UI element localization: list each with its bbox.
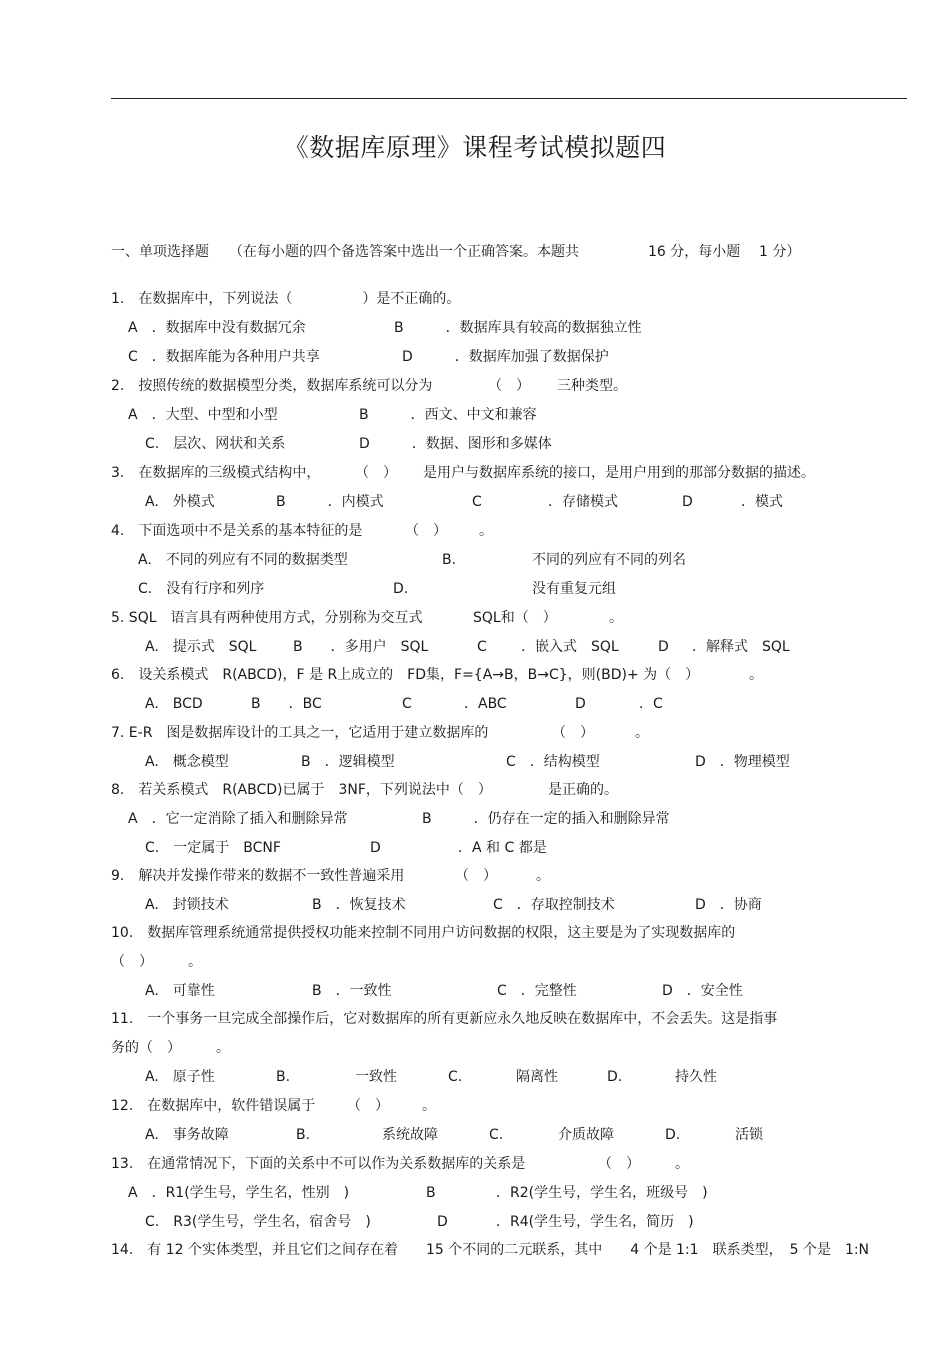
page-title: 《数据库原理》课程考试模拟题四 [283, 133, 667, 162]
option-c: C. 一定属于 BCNF [145, 840, 281, 856]
option-b: B ．内模式 [276, 494, 384, 510]
question-stem: 3. 在数据库的三级模式结构中， [111, 465, 321, 481]
option-d-letter: D [658, 639, 669, 655]
option-b-letter: B [426, 1185, 436, 1201]
option-a: A. 封锁技术 [145, 897, 229, 913]
answer-blank: （ ） [405, 523, 447, 539]
option-b: B ．多用户 SQL [293, 639, 429, 655]
option-a: A ．数据库中没有数据冗余 [128, 320, 306, 336]
option-c: C ．完整性 [497, 983, 577, 999]
option-d-letter: D [682, 494, 693, 510]
option-c-letter: C. [448, 1069, 463, 1085]
option-b: B ．BC [251, 696, 322, 712]
option-b: B ．仍存在一定的插入和删除异常 [422, 811, 670, 827]
answer-blank: （ ） [455, 868, 497, 884]
option-c-letter: C [472, 494, 482, 510]
option-a: A. 外模式 [145, 494, 215, 510]
option-a: A. 可靠性 [145, 983, 215, 999]
section-score: 16 分，每小题 [648, 244, 741, 260]
section-note: （在每小题的四个备选答案中选出一个正确答案。本题共 [229, 244, 579, 260]
question-stem: 1. 在数据库中，下列说法（ ）是不正确的。 [111, 291, 461, 307]
option-a: A ．它一定消除了插入和删除异常 [128, 811, 348, 827]
section-title: 一、单项选择题 [111, 244, 209, 260]
answer-blank: （ ） [488, 378, 530, 394]
question-stem-tail: 务的（ ） 。 [111, 1040, 230, 1056]
option-c: 介质故障 [558, 1127, 614, 1143]
question-stem-tail: 三种类型。 [557, 378, 627, 394]
question-stem-tail: 。 [609, 610, 623, 626]
option-a: A. 概念模型 [145, 754, 229, 770]
option-c: ．嵌入式 SQL [521, 639, 619, 655]
answer-blank: （ ） [355, 465, 397, 481]
option-c: C ．存取控制技术 [493, 897, 615, 913]
question-10 [111, 924, 735, 942]
option-d-letter: D. [607, 1069, 623, 1085]
question-stem-tail: 。 [422, 1098, 436, 1114]
question-stem: 14. 有 12 个实体类型，并且它们之间存在着 15 个不同的二元联系，其中 4 个是 1:1 联系类型， 5 个是 1:N [111, 1242, 870, 1258]
option-a: A. 不同的列应有不同的数据类型 [138, 552, 348, 568]
option-b-letter: B. [296, 1127, 311, 1143]
option-d: D ．协商 [695, 897, 762, 913]
option-c: 隔离性 [516, 1069, 558, 1085]
question-stem: 11. 一个事务一旦完成全部操作后，它对数据库的所有更新应永久地反映在数据库中，不会丢失。这是指事 [111, 1011, 778, 1027]
question-stem: 7. E-R 图是数据库设计的工具之一，它适用于建立数据库的 [111, 725, 489, 741]
option-a: A ．大型、中型和小型 [128, 407, 278, 423]
option-c: C ．数据库能为各种用户共享 [128, 349, 320, 365]
option-c: ．ABC [464, 696, 507, 712]
question-11 [111, 1010, 777, 1028]
option-d: 持久性 [675, 1069, 717, 1085]
option-b: B ．恢复技术 [312, 897, 406, 913]
option-d: 活锁 [735, 1127, 763, 1143]
option-d: ．A 和 C 都是 [458, 840, 547, 856]
question-stem: 13. 在通常情况下，下面的关系中不可以作为关系数据库的关系是 [111, 1156, 526, 1172]
question-1 [111, 290, 460, 308]
option-d-letter: D [437, 1214, 448, 1230]
question-stem-tail: 是用户与数据库系统的接口，是用户用到的那部分数据的描述。 [423, 465, 815, 481]
option-b: 不同的列应有不同的列名 [532, 552, 686, 568]
option-b: B ．逻辑模型 [301, 754, 395, 770]
option-b: 系统故障 [382, 1127, 438, 1143]
question-11-continued [111, 1039, 230, 1057]
option-b-letter: B. [276, 1069, 291, 1085]
option-b: B ．一致性 [312, 983, 392, 999]
question-stem-tail: 。 [675, 1156, 689, 1172]
question-stem-tail: （ ） 。 [111, 954, 202, 970]
option-d-letter: D [575, 696, 586, 712]
answer-blank: （ ） [347, 1098, 389, 1114]
question-stem-tail: 是正确的。 [548, 782, 618, 798]
option-c-letter: C. [489, 1127, 504, 1143]
question-stem-mid: SQL和（ ） [473, 610, 557, 626]
question-14 [111, 1241, 869, 1259]
option-d: 没有重复元组 [532, 581, 616, 597]
option-d-letter: D [370, 840, 381, 856]
option-b: 一致性 [355, 1069, 397, 1085]
question-stem: 12. 在数据库中，软件错误属于 [111, 1098, 316, 1114]
option-a: A ．R1(学生号，学生名，性别 ) [128, 1185, 350, 1201]
question-stem: 6. 设关系模式 R(ABCD)，F 是 R上成立的 FD集，F={A→B，B→C}，则(BD)+ 为（ ） [111, 667, 700, 683]
option-b-letter: B. [442, 552, 457, 568]
option-d: ．模式 [741, 494, 783, 510]
question-stem: 10. 数据库管理系统通常提供授权功能来控制不同用户访问数据的权限，这主要是为了实现数据库的 [111, 925, 736, 941]
question-stem-tail: 。 [536, 868, 550, 884]
question-stem: 4. 下面选项中不是关系的基本特征的是 [111, 523, 363, 539]
option-c: C. R3(学生号，学生名，宿舍号 ) [145, 1214, 371, 1230]
option-d: ．C [639, 696, 663, 712]
option-c-letter: C [402, 696, 412, 712]
option-c: C. 没有行序和列序 [138, 581, 265, 597]
question-stem: 5. SQL 语言具有两种使用方式，分别称为交互式 [111, 610, 423, 626]
option-d: D ．数据库加强了数据保护 [402, 349, 609, 365]
option-d: D ．物理模型 [695, 754, 790, 770]
option-d: D ．数据、图形和多媒体 [359, 436, 552, 452]
question-stem: 8. 若关系模式 R(ABCD)已属于 3NF，下列说法中（ ） [111, 782, 492, 798]
answer-blank: （ ） [598, 1156, 640, 1172]
option-d: ．解释式 SQL [692, 639, 790, 655]
section-per: 1 分） [759, 244, 801, 260]
question-stem: 2. 按照传统的数据模型分类，数据库系统可以分为 [111, 378, 433, 394]
question-stem: 9. 解决并发操作带来的数据不一致性普遍采用 [111, 868, 405, 884]
option-b: B ．数据库具有较高的数据独立性 [394, 320, 642, 336]
option-c: C ．结构模型 [506, 754, 600, 770]
option-c: ．存储模式 [548, 494, 618, 510]
question-10-continued [111, 953, 202, 971]
option-a: A. 提示式 SQL [145, 639, 257, 655]
option-d-letter: D. [665, 1127, 681, 1143]
option-a: A. 事务故障 [145, 1127, 229, 1143]
option-a: A. 原子性 [145, 1069, 215, 1085]
option-c: C. 层次、网状和关系 [145, 436, 286, 452]
option-a: A. BCD [145, 696, 203, 712]
option-d: D ．安全性 [662, 983, 743, 999]
option-c-letter: C [477, 639, 487, 655]
header-rule [111, 98, 907, 99]
option-b: B ．西文、中文和兼容 [359, 407, 537, 423]
question-stem-tail: 。 [635, 725, 649, 741]
option-b: ．R2(学生号，学生名，班级号 ) [496, 1185, 708, 1201]
question-stem-tail: 。 [749, 667, 763, 683]
answer-blank: （ ） [552, 725, 594, 741]
question-stem-tail: 。 [479, 523, 493, 539]
option-d-letter: D. [393, 581, 409, 597]
option-d: ．R4(学生号，学生名，简历 ) [496, 1214, 694, 1230]
